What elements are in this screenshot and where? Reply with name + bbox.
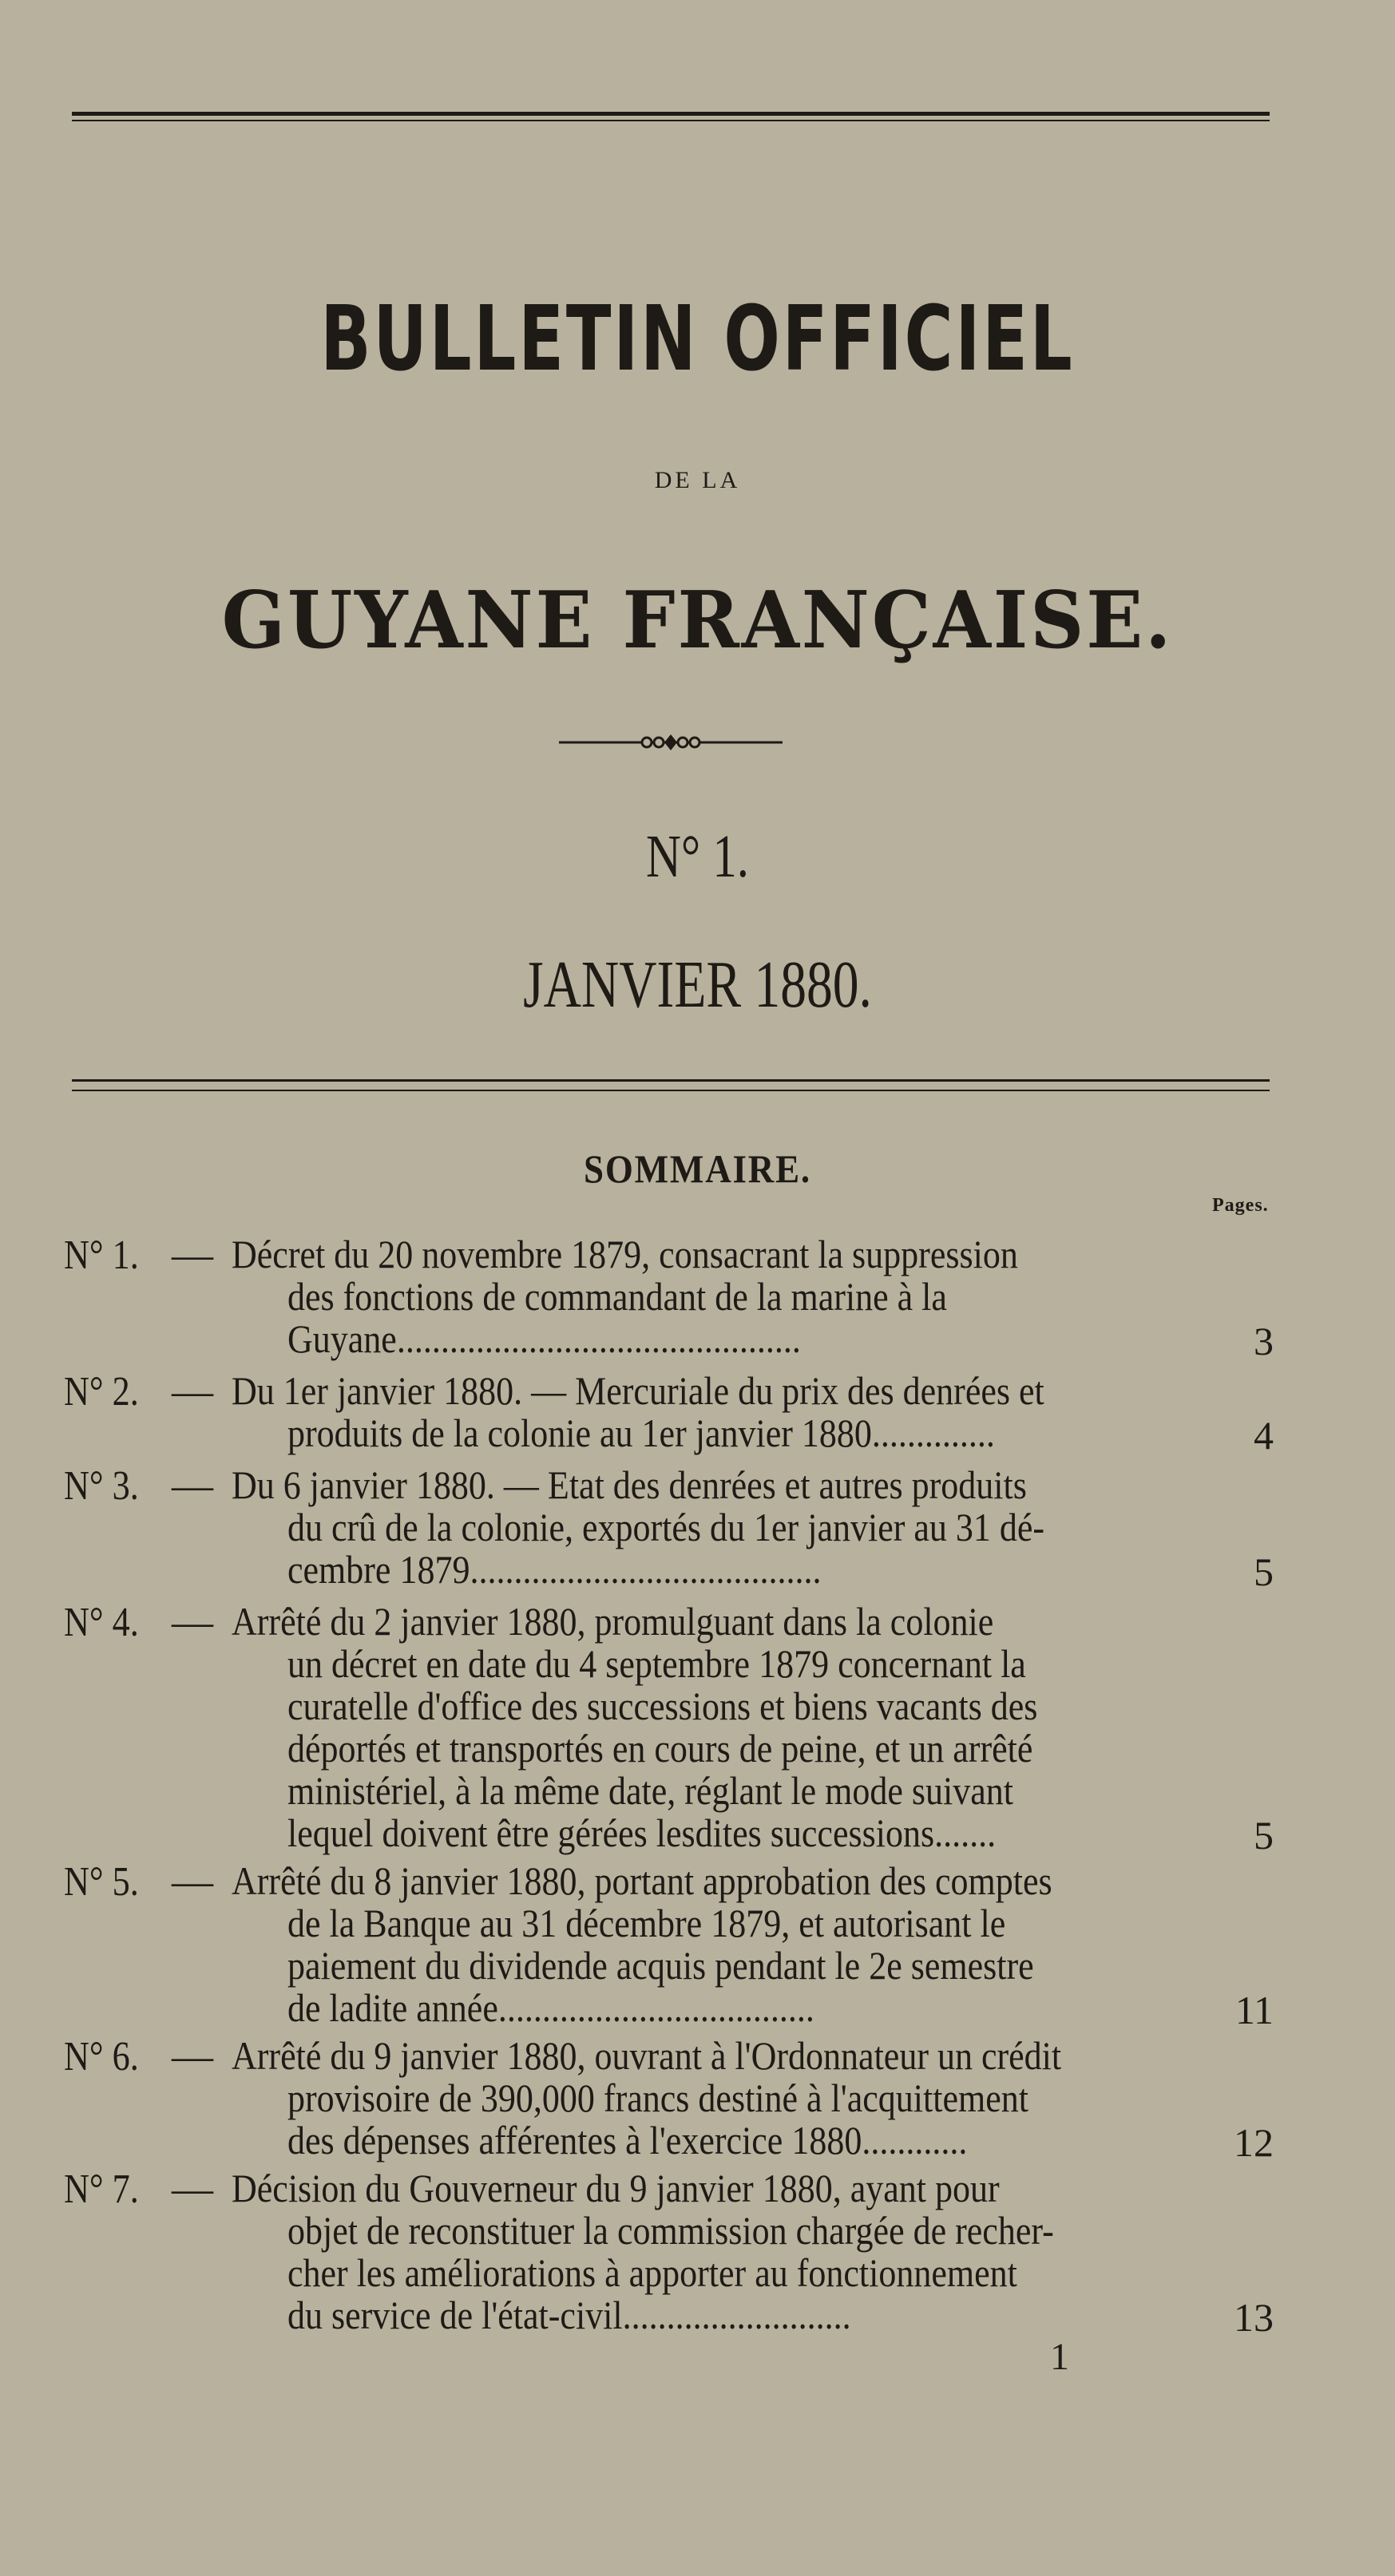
issue-number: N° 1. <box>645 823 750 890</box>
entry-line: objet de reconstituer la commission chargée de recher- <box>287 2208 1054 2253</box>
entry-page: 5 <box>1254 1813 1274 1858</box>
top-rule-thin <box>72 120 1270 121</box>
entry-dash: — <box>172 2034 213 2079</box>
mid-rule-thin <box>72 1090 1270 1091</box>
entry-number: N° 1. <box>64 1233 139 1278</box>
entry-line: Arrêté du 2 janvier 1880, promulguant dans la colonie <box>232 1599 994 1644</box>
ornament-divider-icon <box>559 726 783 758</box>
entry-page: 13 <box>1234 2295 1274 2340</box>
entry-dash: — <box>172 2166 213 2212</box>
entry-page: 3 <box>1254 1319 1274 1363</box>
entry-line: Guyane.............................................. <box>287 1316 801 1361</box>
entry-dash: — <box>172 1463 213 1509</box>
issue-date: JANVIER 1880. <box>523 948 872 1022</box>
entry-dash: — <box>172 1600 213 1645</box>
summary-heading: SOMMAIRE. <box>584 1146 811 1191</box>
entry-line: ministériel, à la même date, réglant le mode suivant <box>287 1768 1014 1813</box>
pages-column-label: Pages. <box>1212 1195 1269 1216</box>
entry-line: du service de l'état-civil.......................... <box>287 2293 851 2337</box>
entry-line: Décret du 20 novembre 1879, consacrant la suppression <box>232 1232 1018 1276</box>
entry-dash: — <box>172 1233 213 1278</box>
entry-line: Arrêté du 9 janvier 1880, ouvrant à l'Ordonnateur un crédit <box>232 2033 1062 2078</box>
title-line-1: BULLETIN OFFICIEL <box>320 287 1075 391</box>
entry-page: 5 <box>1254 1549 1274 1594</box>
entry-number: N° 2. <box>64 1369 139 1415</box>
entry-line: paiement du dividende acquis pendant le 2e semestre <box>287 1943 1034 1988</box>
entry-dash: — <box>172 1369 213 1415</box>
entry-page: 11 <box>1234 1988 1274 2032</box>
top-rule <box>72 112 1270 116</box>
entry-line: un décret en date du 4 septembre 1879 concernant la <box>287 1641 1026 1686</box>
entry-line: Décision du Gouverneur du 9 janvier 1880, ayant pour <box>232 2166 1000 2210</box>
entry-number: N° 6. <box>64 2034 139 2079</box>
entry-line: des fonctions de commandant de la marine à la <box>287 1274 947 1319</box>
entry-line: Du 1er janvier 1880. — Mercuriale du prix des denrées et <box>232 1368 1044 1413</box>
entry-line: de la Banque au 31 décembre 1879, et autorisant le <box>287 1901 1006 1945</box>
mid-rule <box>72 1079 1270 1082</box>
entry-page: 4 <box>1254 1413 1274 1458</box>
entry-line: provisoire de 390,000 francs destiné à l'acquittement <box>287 2075 1028 2120</box>
entry-page: 12 <box>1234 2120 1274 2165</box>
entry-line: Arrêté du 8 janvier 1880, portant approbation des comptes <box>232 1858 1052 1903</box>
entry-dash: — <box>172 1859 213 1905</box>
entry-line: produits de la colonie au 1er janvier 1880.............. <box>287 1411 995 1455</box>
entry-line: cembre 1879........................................ <box>287 1547 822 1592</box>
title-line-2: GUYANE FRANÇAISE. <box>221 575 1174 667</box>
entry-line: lequel doivent être gérées lesdites successions....... <box>287 1810 997 1855</box>
entry-line: Du 6 janvier 1880. — Etat des denrées et autres produits <box>232 1462 1027 1507</box>
entry-number: N° 5. <box>64 1859 139 1905</box>
title-connector: DE LA <box>654 467 741 493</box>
entry-line: des dépenses afférentes à l'exercice 1880............ <box>287 2118 968 2162</box>
entry-number: N° 3. <box>64 1463 139 1509</box>
page-folio: 1 <box>1050 2336 1069 2378</box>
entry-number: N° 4. <box>64 1600 139 1645</box>
entry-number: N° 7. <box>64 2166 139 2212</box>
entry-line: déportés et transportés en cours de peine, et un arrêté <box>287 1726 1033 1771</box>
entry-line: cher les améliorations à apporter au fonctionnement <box>287 2250 1017 2295</box>
entry-line: curatelle d'office des successions et biens vacants des <box>287 1684 1038 1728</box>
entry-line: de ladite année.................................... <box>287 1985 814 2030</box>
entry-line: du crû de la colonie, exportés du 1er janvier au 31 dé- <box>287 1505 1045 1549</box>
